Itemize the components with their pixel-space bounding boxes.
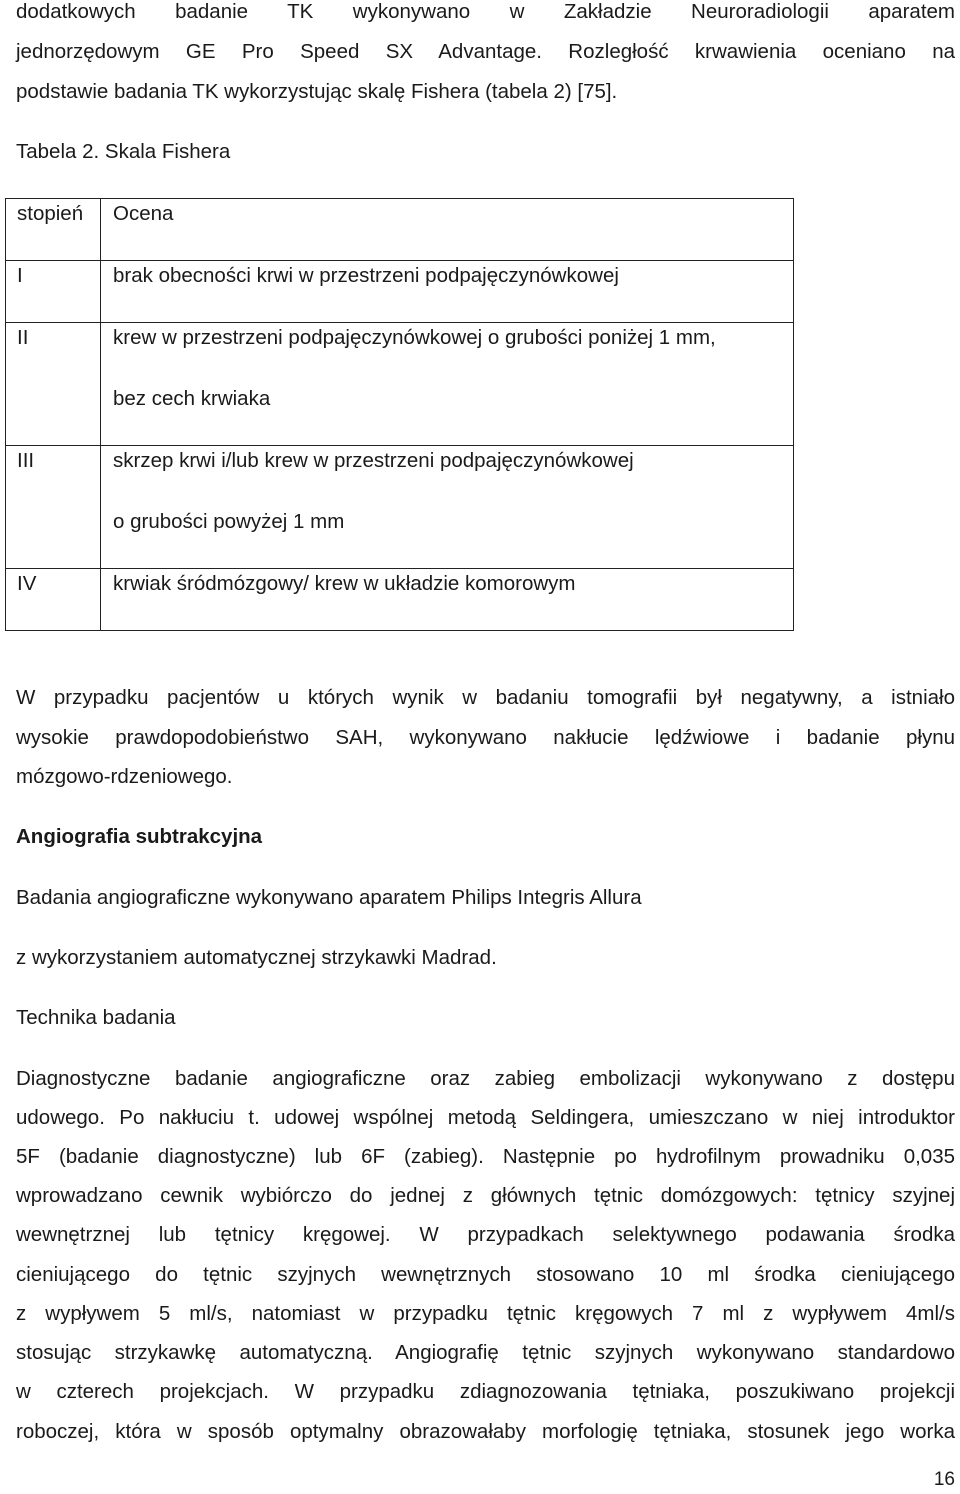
description-cell [101, 261, 794, 323]
table-row [6, 323, 794, 446]
text-line: Badania angiograficzne wykonywano aparatem Philips Integris Allura [16, 886, 642, 909]
text-line: dodatkowych badanie TK wykonywano w Zakładzie Neuroradiologii aparatem [16, 0, 955, 23]
text-line: mózgowo-rdzeniowego. [16, 765, 233, 788]
header-cell-degree [6, 199, 101, 261]
degree-label: III [17, 449, 35, 472]
description-line: bez cech krwiaka [113, 387, 271, 410]
text-line: stosując strzykawkę automatyczną. Angiografię tętnic szyjnych wykonywano standardowo [16, 1341, 955, 1364]
text-line: W przypadku pacjentów u których wynik w badaniu tomografii był negatywny, a istniało [16, 686, 955, 709]
text-line: wewnętrznej lub tętnicy kręgowej. W przypadkach selektywnego podawania środka [16, 1223, 955, 1246]
description-cell [101, 446, 794, 569]
table-caption: Tabela 2. Skala Fishera [16, 140, 231, 163]
table-header-row [6, 199, 794, 261]
degree-label: I [17, 264, 23, 287]
table-row [6, 569, 794, 631]
text-line: roboczej, która w sposób optymalny obrazowałaby morfologię tętniaka, stosunek jego worka [16, 1420, 955, 1443]
degree-cell [6, 569, 101, 631]
text-line: udowego. Po nakłuciu t. udowej wspólnej metodą Seldingera, umieszczano w niej introduktor [16, 1106, 955, 1129]
degree-label: II [17, 326, 29, 349]
text-line: wysokie prawdopodobieństwo SAH, wykonywano nakłucie lędźwiowe i badanie płynu [16, 726, 955, 749]
text-line: z wykorzystaniem automatycznej strzykawki Madrad. [16, 946, 497, 969]
text-line: podstawie badania TK wykorzystując skalę Fishera (tabela 2) [75]. [16, 80, 618, 103]
text-line: w czterech projekcjach. W przypadku zdiagnozowania tętniaka, poszukiwano projekcji [16, 1380, 955, 1403]
text-line: jednorzędowym GE Pro Speed SX Advantage. Rozległość krwawienia oceniano na [16, 40, 955, 63]
description-line: o grubości powyżej 1 mm [113, 510, 345, 533]
header-degree-label: stopień [17, 202, 84, 225]
description-cell [101, 569, 794, 631]
subheading: Technika badania [16, 1006, 176, 1029]
degree-cell [6, 446, 101, 569]
description-line: brak obecności krwi w przestrzeni podpajęczynówkowej [113, 264, 619, 287]
table-row [6, 261, 794, 323]
text-line: wprowadzano cewnik wybiórczo do jednej z głównych tętnic domózgowych: tętnicy szyjnej [16, 1184, 955, 1207]
text-line: 5F (badanie diagnostyczne) lub 6F (zabieg). Następnie po hydrofilnym prowadniku 0,035 [16, 1145, 955, 1168]
description-line: krew w przestrzeni podpajęczynówkowej o grubości poniżej 1 mm, [113, 326, 716, 349]
degree-cell [6, 323, 101, 446]
fisher-scale-table [5, 198, 794, 631]
text-line: z wypływem 5 ml/s, natomiast w przypadku tętnic kręgowych 7 ml z wypływem 4ml/s [16, 1302, 955, 1325]
degree-cell [6, 261, 101, 323]
text-line: cieniującego do tętnic szyjnych wewnętrznych stosowano 10 ml środka cieniującego [16, 1263, 955, 1286]
table-row [6, 446, 794, 569]
degree-label: IV [17, 572, 37, 595]
page-number: 16 [933, 1469, 955, 1490]
text-line: Diagnostyczne badanie angiograficzne oraz zabieg embolizacji wykonywano z dostępu [16, 1067, 955, 1090]
description-line: skrzep krwi i/lub krew w przestrzeni podpajęczynówkowej [113, 449, 634, 472]
section-heading: Angiografia subtrakcyjna [16, 825, 263, 848]
description-line: krwiak śródmózgowy/ krew w układzie komorowym [113, 572, 576, 595]
header-cell-assessment [101, 199, 794, 261]
description-cell [101, 323, 794, 446]
header-assessment-label: Ocena [113, 202, 174, 225]
